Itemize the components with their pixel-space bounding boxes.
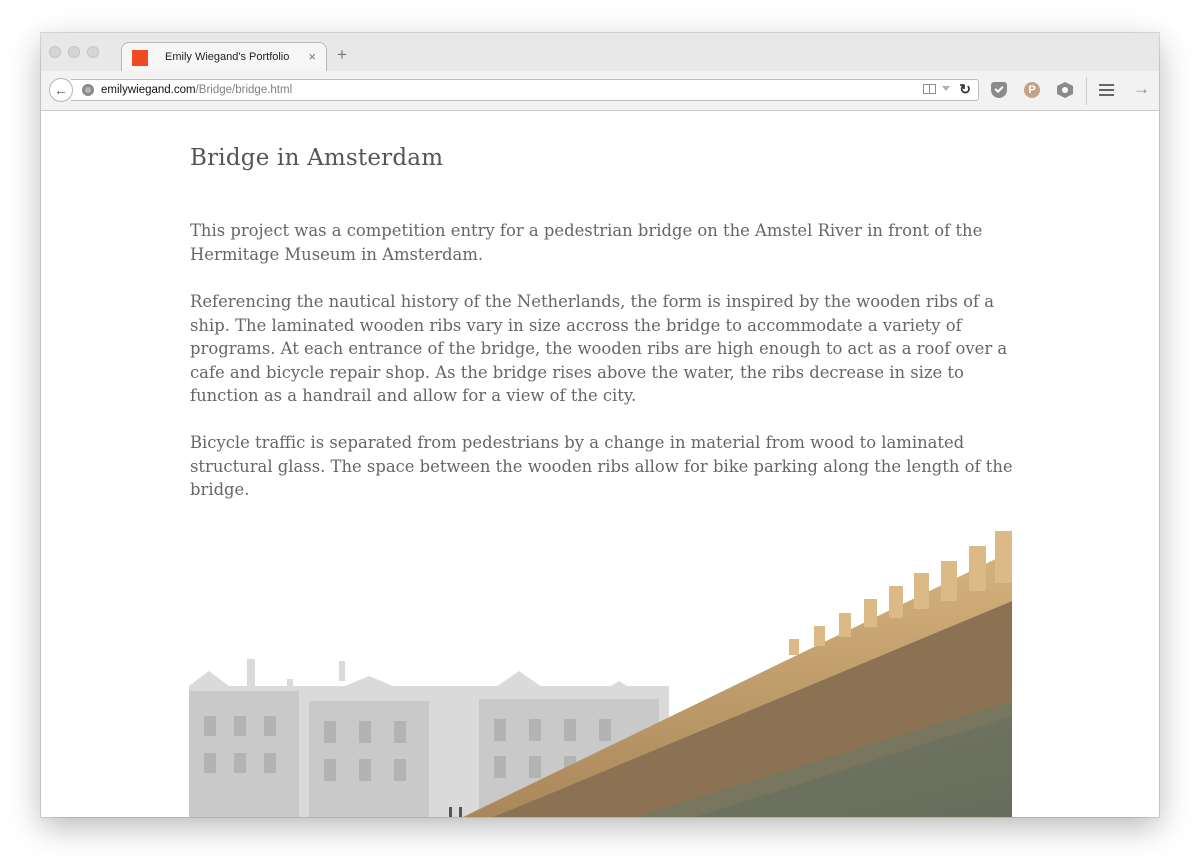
paragraph-traffic: Bicycle traffic is separated from pedestrians by a change in material from wood to laminated structural glass. The space between the wooden ribs allow for bike parking along the length of the bridge. [190,433,1013,499]
favicon-icon [132,50,148,66]
extension-icon[interactable] [1057,82,1073,98]
tab-close-icon[interactable]: × [308,49,316,64]
minimize-window-button[interactable] [68,46,80,58]
close-window-button[interactable] [49,46,61,58]
url-domain: emilywiegand.com [101,84,196,96]
address-bar[interactable] [71,79,979,101]
back-arrow-icon: ← [54,82,68,98]
tab-title: Emily Wiegand's Portfolio [165,51,290,63]
globe-icon [82,84,94,96]
url-text[interactable] [101,84,292,96]
navigation-toolbar [41,71,1159,111]
zoom-window-button[interactable] [87,46,99,58]
page-content [41,111,1159,817]
new-tab-button[interactable]: + [337,45,347,64]
pinterest-icon[interactable]: P [1024,82,1040,98]
pocket-icon[interactable] [991,82,1007,98]
browser-window [41,33,1159,817]
paragraph-intro: This project was a competition entry for a pedestrian bridge on the Amstel River in front of the Hermitage Museum in Amsterdam. [190,221,983,264]
bridge-rendering-image [189,531,1012,817]
paragraph-concept: Referencing the nautical history of the Netherlands, the form is inspired by the wooden ribs of a ship. The laminated wooden ribs vary in size accross the bridge to accommodate a variety of programs. At each entrance of the bridge, the wooden ribs are high enough to act as a roof over a cafe and bicycle repair shop. As the bridge rises above the water, the ribs decrease in size to function as a handrail and allow for a view of the city. [190,292,1008,405]
reload-icon[interactable]: ↻ [959,81,971,97]
back-button[interactable] [49,78,73,102]
page-title: Bridge in Amsterdam [190,145,444,171]
developer-icon[interactable]: → [1133,79,1150,98]
toolbar-divider [1086,77,1087,105]
url-path: /Bridge/bridge.html [195,84,293,96]
dropdown-icon[interactable] [942,86,950,91]
tab-bar [41,33,1159,72]
reader-view-icon[interactable] [923,84,936,94]
menu-icon[interactable] [1099,84,1114,96]
browser-tab[interactable] [121,42,327,72]
